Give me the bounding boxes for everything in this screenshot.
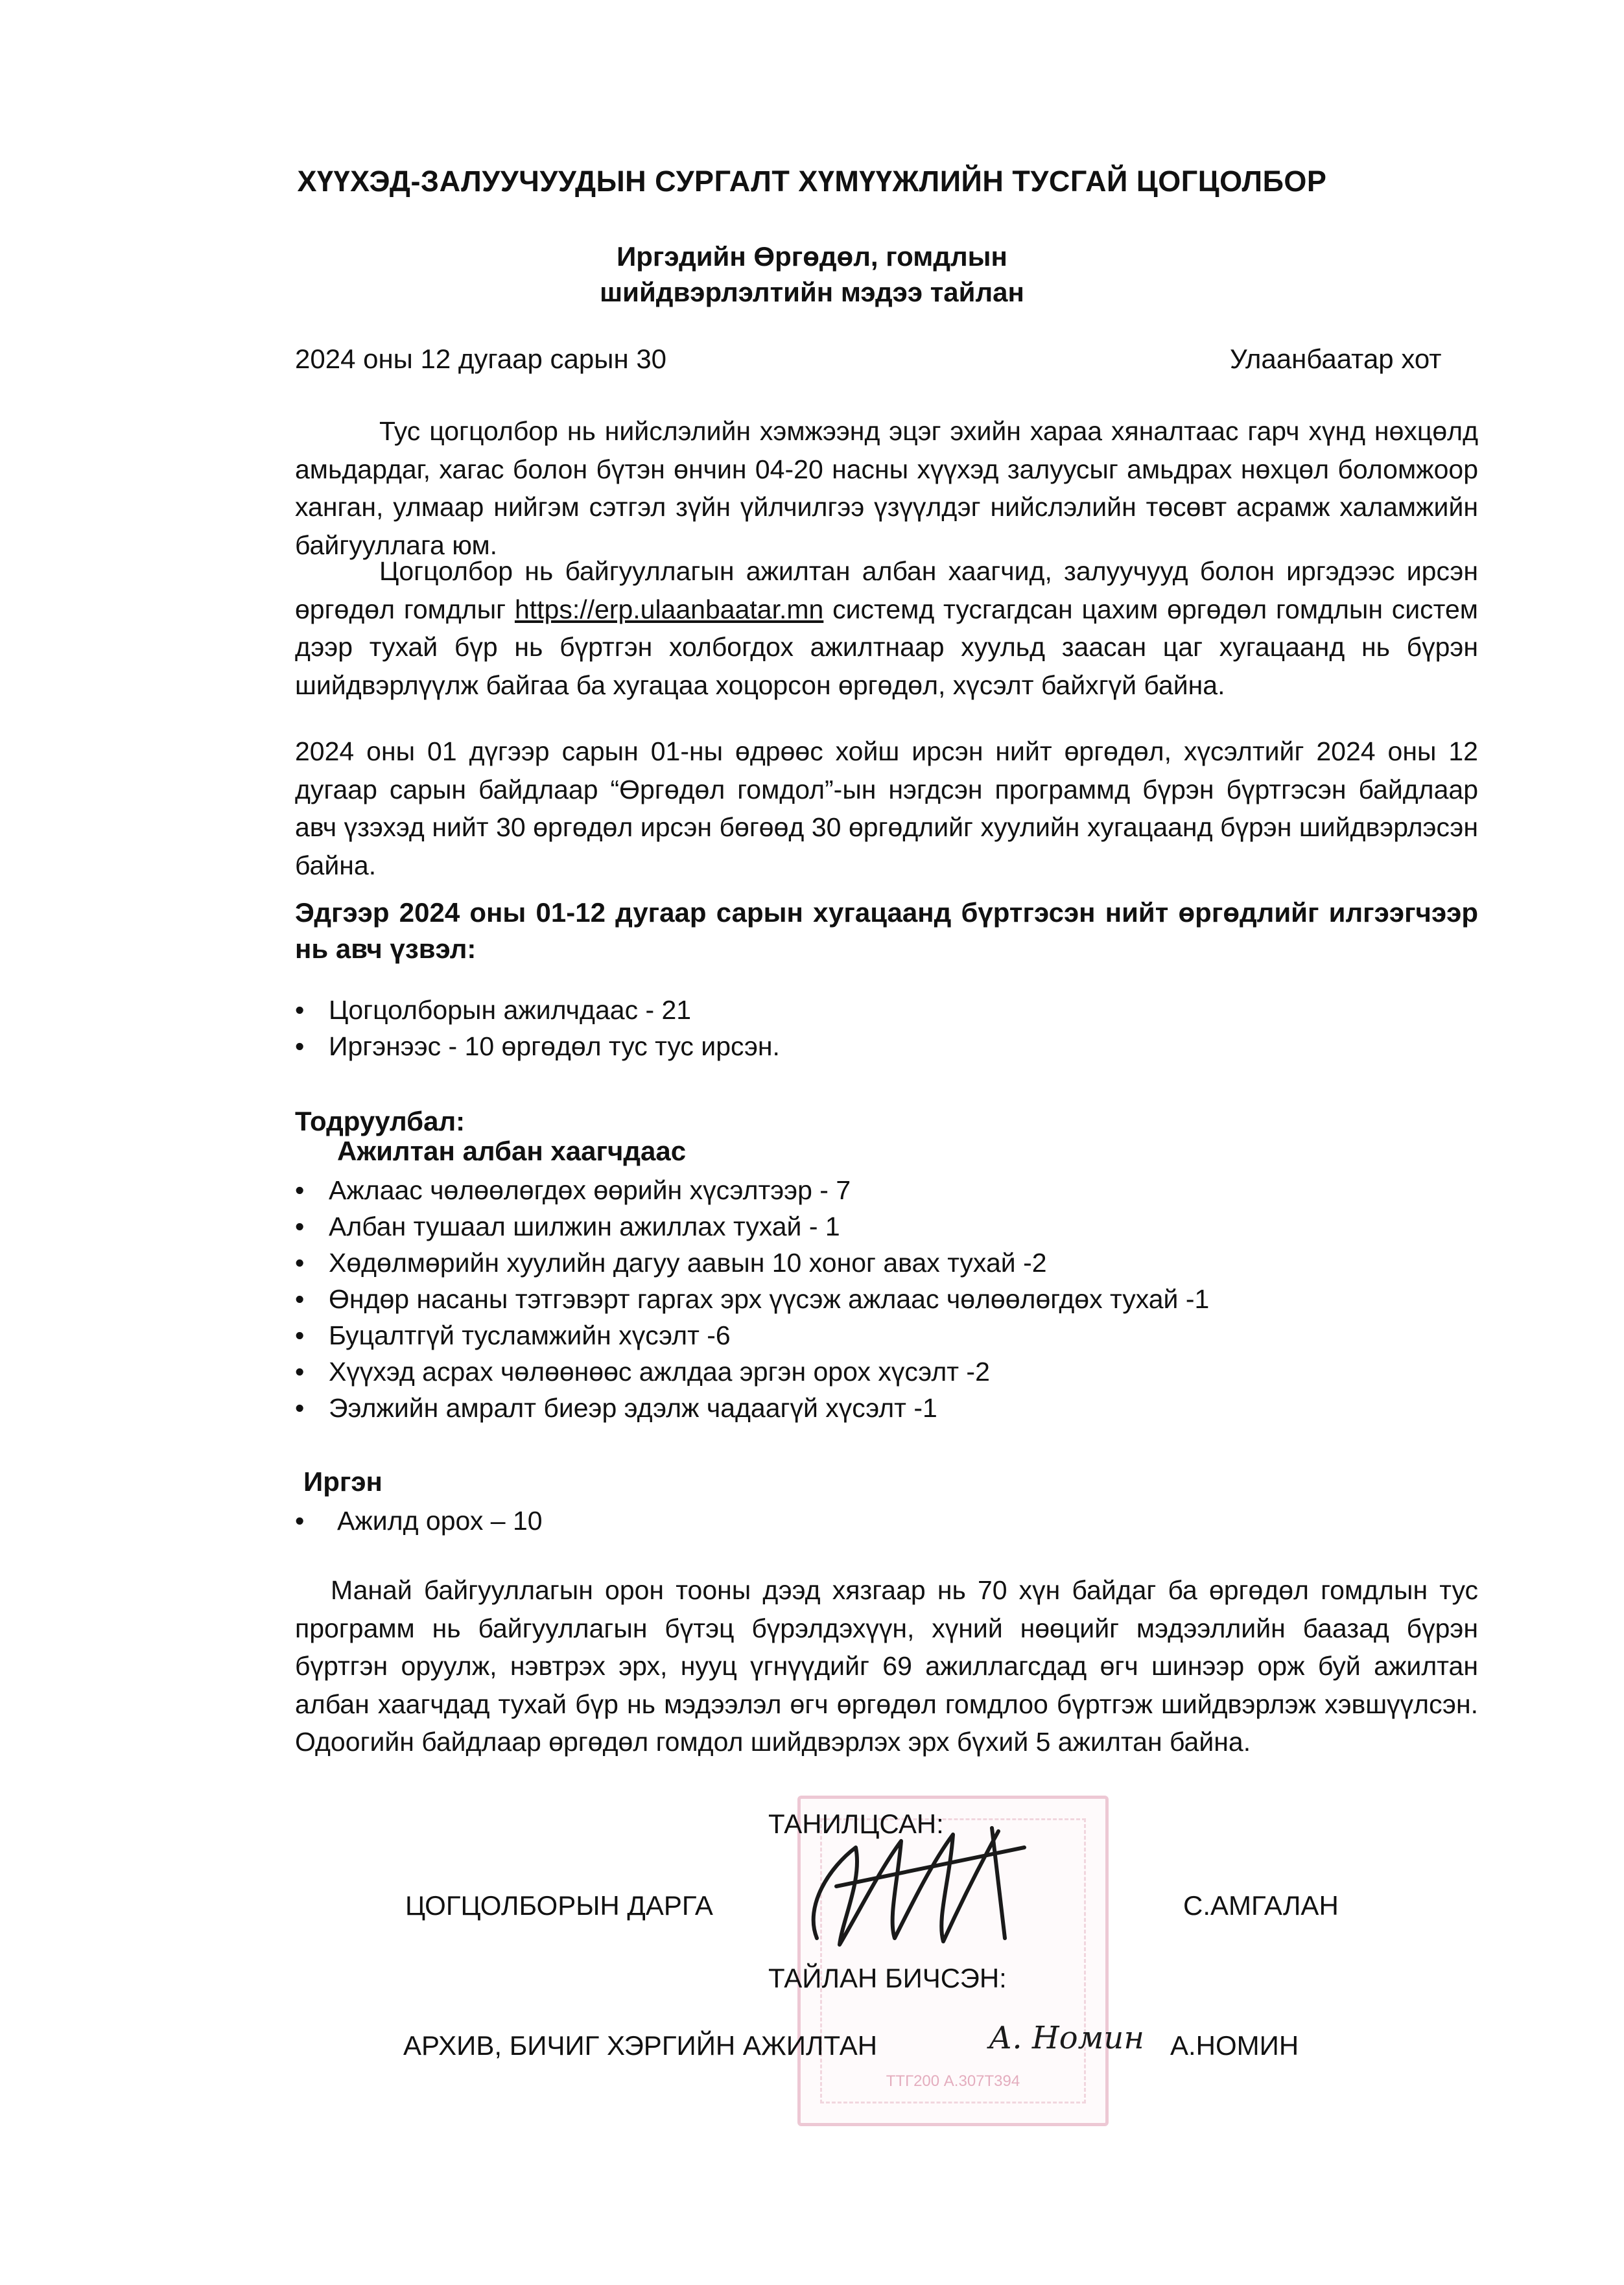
report-title-line1: Иргэдийн Өргөдөл, гомдлын [617,241,1007,272]
citizen-list [295,1503,543,1539]
paragraph-intro: Тус цогцолбор нь нийслэлийн хэмжээнд эцэг эхийн хараа хяналтаас гарч хүнд нөхцөлд амьдардаг, хагас болон бүтэн өнчин 04-20 насны хүүхэд залуусыг амьдрах нөхцөл боломжоор ханган, улмаар нийгэм сэтгэл зүйн үйлчилгээ үзүүлдэг нийслэлийн төсөвт асрамж халамжийн байгууллага юм. [295,416,1478,560]
paragraph-system [295,552,1478,704]
list-item: • Ажилд орох – 10 [295,1503,543,1539]
report-title-line2: шийдвэрлэлтийн мэдээ тайлан [600,277,1024,307]
acknowledged-label: ТАНИЛЦСАН: [768,1809,944,1839]
report-writer-label: ТАЙЛАН БИЧСЭН: [768,1963,1007,1993]
archivist-signature: А. Номин [989,2020,1144,2056]
erp-link[interactable]: https://erp.ulaanbaatar.mn [514,594,824,624]
list-item: • Албан тушаал шилжин ажиллах тухай - 1 [295,1208,1209,1245]
list-item: • Ажлаас чөлөөлөгдөх өөрийн хүсэлтээр - 7 [295,1172,1209,1208]
archivist-name: А.НОМИН [1170,2030,1299,2061]
list-item: • Буцалтгүй тусламжийн хүсэлт -6 [295,1317,1209,1353]
clarify-label: Тодруулбал: [295,1106,465,1136]
heading-by-sender: Эдгээр 2024 оны 01-12 дугаар сарын хугацаанд бүртгэсэн нийт өргөдлийг илгээгчээр нь авч үзвэл: [295,897,1478,964]
report-place: Улаанбаатар хот [1230,344,1442,374]
report-date: 2024 оны 12 дугаар сарын 30 [295,344,667,374]
list-item: • Ээлжийн амралт биеэр эдэлж чадаагүй хүсэлт -1 [295,1390,1209,1426]
paragraph-system-text-a: Цогцолбор нь байгууллагын ажилтан албан хаагчид, залуучууд болон иргэдээс ирсэн өргөдөл гомдлыг [295,556,1478,624]
list-item: • Цогцолборын ажилчдаас - 21 [295,992,780,1028]
director-name: С.АМГАЛАН [1183,1890,1339,1921]
paragraph-stats: 2024 оны 01 дүгээр сарын 01-ны өдрөөс хойш ирсэн нийт өргөдөл, хүсэлтийг 2024 оны 12 дугаар сарын байдлаар “Өргөдөл гомдол”-ын нэгдсэн программд бүрэн бүртгэсэн байдлаар авч үзэхэд нийт 30 өргөдөл ирсэн бөгөөд 30 өргөдлийг хуулийн хугацаанд бүрэн шийдвэрлэсэн байна. [295,736,1478,880]
list-item: • Хүүхэд асрах чөлөөнөөс ажлдаа эргэн орох хүсэлт -2 [295,1353,1209,1390]
list-item: • Иргэнээс - 10 өргөдөл тус тус ирсэн. [295,1028,780,1064]
director-title: ЦОГЦОЛБОРЫН ДАРГА [405,1890,713,1921]
list-item: • Өндөр насаны тэтгэвэрт гаргах эрх үүсэж ажлаас чөлөөлөгдөх тухай -1 [295,1281,1209,1317]
archivist-title: АРХИВ, БИЧИГ ХЭРГИЙН АЖИЛТАН [403,2030,878,2061]
paragraph-capacity: Манай байгууллагын орон тооны дээд хязгаар нь 70 хүн байдаг ба өргөдөл гомдлын тус программ нь байгууллагын бүтэц бүрэлдэхүүн, хүний нөөцийг мэдээллийн баазад бүрэн бүртгэн оруулж, нэвтрэх эрх, нууц үгнүүдийг 69 ажиллагсдад өгч шинээр орж буй ажилтан албан хаагчдад тухай бүр нь мэдээлэл өгч өргөдөл гомдлоо бүртгэж шийдвэрлэж хэвшүүлсэн. Одоогийн байдлаар өргөдөл гомдол шийдвэрлэх эрх бүхий 5 ажилтан байна. [295,1575,1478,1757]
citizen-label: Иргэн [303,1466,382,1497]
paragraph-system-text-b: системд тусгагдсан цахим өргөдөл гомдлын систем дээр тухай бүр нь бүртгэн холбогдох ажилтнаар хуульд заасан цаг хугацаанд нь бүрэн шийдвэрлүүлж байгаа ба хугацаа хоцорсон өргөдөл, хүсэлт байхгүй байна. [295,594,1478,700]
report-title [0,239,1624,310]
stamp-number: ТТГ200 А.307Т394 [886,2072,1020,2090]
organization-title: ХҮҮХЭД-ЗАЛУУЧУУДЫН СУРГАЛТ ХҮМҮҮЖЛИЙН ТУСГАЙ ЦОГЦОЛБОР [297,165,1327,198]
sender-list [295,992,780,1064]
staff-list [295,1172,1209,1426]
list-item: • Хөдөлмөрийн хуулийн дагуу аавын 10 хоног авах тухай -2 [295,1245,1209,1281]
staff-label: Ажилтан албан хаагчдаас [337,1136,687,1166]
